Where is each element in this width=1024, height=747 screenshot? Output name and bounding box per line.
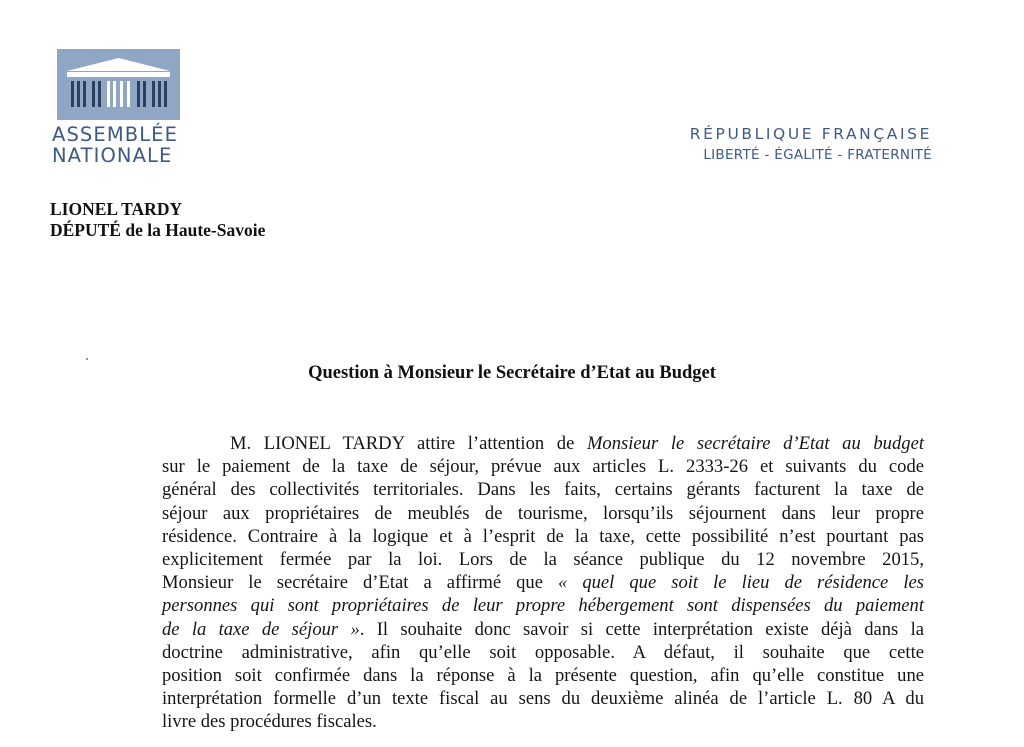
body-line: livre des procédures fiscales. [162,711,377,733]
body-line [162,618,924,641]
logo-line-1: ASSEMBLÉE [52,123,179,146]
body-line: position soit confirmée dans la réponse à la présente question, afin qu’elle constitue une [162,665,924,687]
republic-header [690,123,932,165]
body-text-fragment: . Il souhaite donc savoir si cette interprétation existe déjà dans la [359,618,924,640]
logo-wordmark [52,124,178,166]
document-title: Question à Monsieur le Secrétaire d’Etat au Budget [308,363,716,383]
body-line: général des collectivités territoriales. Dans les faits, certains gérants facturent la taxe de [162,479,924,501]
scan-speck [86,358,88,360]
question-body [162,432,924,734]
body-line: explicitement fermée par la loi. Lors de la séance publique du 12 novembre 2015, [162,549,924,571]
body-line: séjour aux propriétaires de meublés de tourisme, lorsqu’ils séjournent dans leur propre [162,502,924,524]
body-line [162,594,924,617]
body-text-fragment: Monsieur le secrétaire d’Etat a affirmé que [162,572,558,594]
author-block [50,199,265,241]
body-line: interprétation formelle d’un texte fiscal au sens du deuxième alinéa de l’article L. 80 A du [162,688,924,710]
body-italic-fragment: de la taxe de séjour » [162,618,360,640]
body-italic-fragment: « quel que soit le lieu de résidence les [558,572,924,594]
logo-line-2: NATIONALE [52,144,173,167]
body-line: doctrine administrative, afin qu’elle soit opposable. A défaut, il souhaite que cette [162,641,924,663]
body-italic-fragment: Monsieur le secrétaire d’Etat au budget [586,433,924,454]
body-line: sur le paiement de la taxe de séjour, prévue aux articles L. 2333-26 et suivants du code [162,456,924,478]
author-role: DÉPUTÉ de la Haute-Savoie [50,220,266,240]
assemblee-nationale-logo-icon [57,49,180,120]
body-text-fragment: M. LIONEL TARDY attire l’attention de [230,433,587,454]
author-name: LIONEL TARDY [50,199,183,219]
body-italic-fragment: personnes qui sont propriétaires de leur propre hébergement sont dispensées du paiement [162,595,924,617]
body-line [162,571,924,594]
body-line: résidence. Contraire à la logique et à l’esprit de la taxe, cette possibilité n’est pourtant pas [162,525,924,547]
republic-motto: LIBERTÉ - ÉGALITÉ - FRATERNITÉ [703,147,932,163]
republic-name: RÉPUBLIQUE FRANÇAISE [689,125,932,143]
body-line [162,432,924,455]
